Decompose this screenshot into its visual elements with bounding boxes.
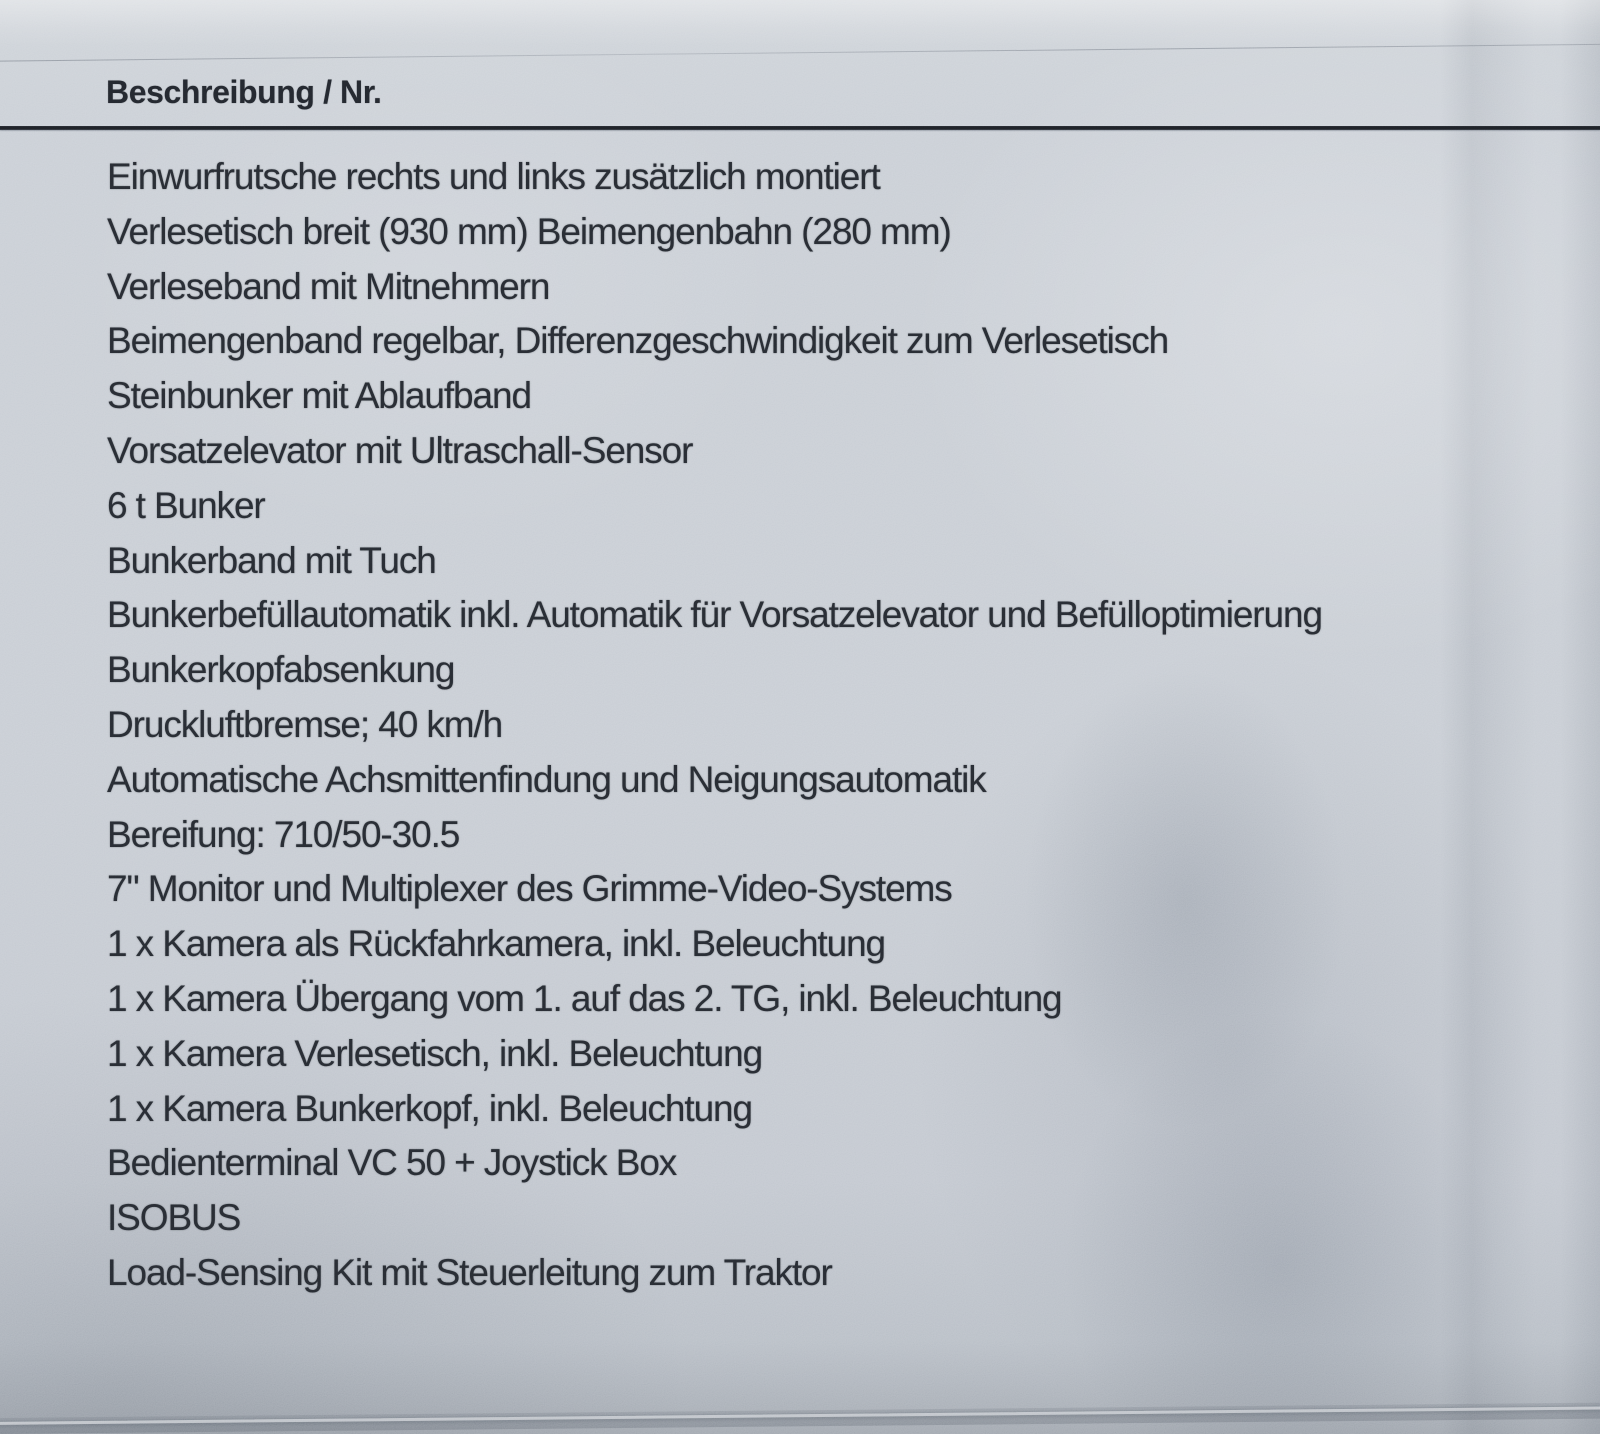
paper-top-edge-highlight bbox=[0, 0, 1600, 46]
spec-line: Automatische Achsmittenfindung und Neigungsautomatik bbox=[107, 758, 986, 800]
spec-line: Bunkerband mit Tuch bbox=[107, 539, 436, 581]
spec-line: Verleseband mit Mitnehmern bbox=[107, 265, 550, 307]
spec-line: Bedienterminal VC 50 + Joystick Box bbox=[107, 1142, 677, 1184]
spec-line: Druckluftbremse; 40 km/h bbox=[107, 703, 503, 745]
paper-bottom-edge-shadow bbox=[0, 1403, 1600, 1434]
spec-line: 1 x Kamera Bunkerkopf, inkl. Beleuchtung bbox=[107, 1087, 752, 1129]
spec-line: 1 x Kamera als Rückfahrkamera, inkl. Beleuchtung bbox=[107, 923, 886, 965]
spec-line: Load-Sensing Kit mit Steuerleitung zum Traktor bbox=[107, 1251, 832, 1293]
spec-line: Steinbunker mit Ablaufband bbox=[107, 375, 531, 417]
spec-list bbox=[107, 150, 1570, 1301]
spec-line: 6 t Bunker bbox=[107, 484, 265, 526]
spec-line: 7" Monitor und Multiplexer des Grimme-Video-Systems bbox=[107, 868, 952, 910]
header-rule bbox=[0, 126, 1600, 130]
spec-line: Bunkerbefüllautomatik inkl. Automatik für Vorsatzelevator und Befülloptimierung bbox=[107, 594, 1322, 636]
spec-line: 1 x Kamera Übergang vom 1. auf das 2. TG, inkl. Beleuchtung bbox=[107, 977, 1062, 1019]
spec-line: Beimengenband regelbar, Differenzgeschwindigkeit zum Verlesetisch bbox=[107, 320, 1169, 362]
spec-line: 1 x Kamera Verlesetisch, inkl. Beleuchtung bbox=[107, 1032, 763, 1074]
spec-line: ISOBUS bbox=[107, 1197, 241, 1239]
spec-line: Vorsatzelevator mit Ultraschall-Sensor bbox=[107, 429, 693, 471]
spec-line: Einwurfrutsche rechts und links zusätzlich montiert bbox=[107, 156, 880, 197]
spec-line: Verlesetisch breit (930 mm) Beimengenbahn (280 mm) bbox=[107, 210, 951, 252]
table-header-beschreibung-nr: Beschreibung / Nr. bbox=[106, 74, 382, 110]
spec-line: Bunkerkopfabsenkung bbox=[107, 649, 455, 691]
spec-line: Bereifung: 710/50-30.5 bbox=[107, 813, 460, 855]
